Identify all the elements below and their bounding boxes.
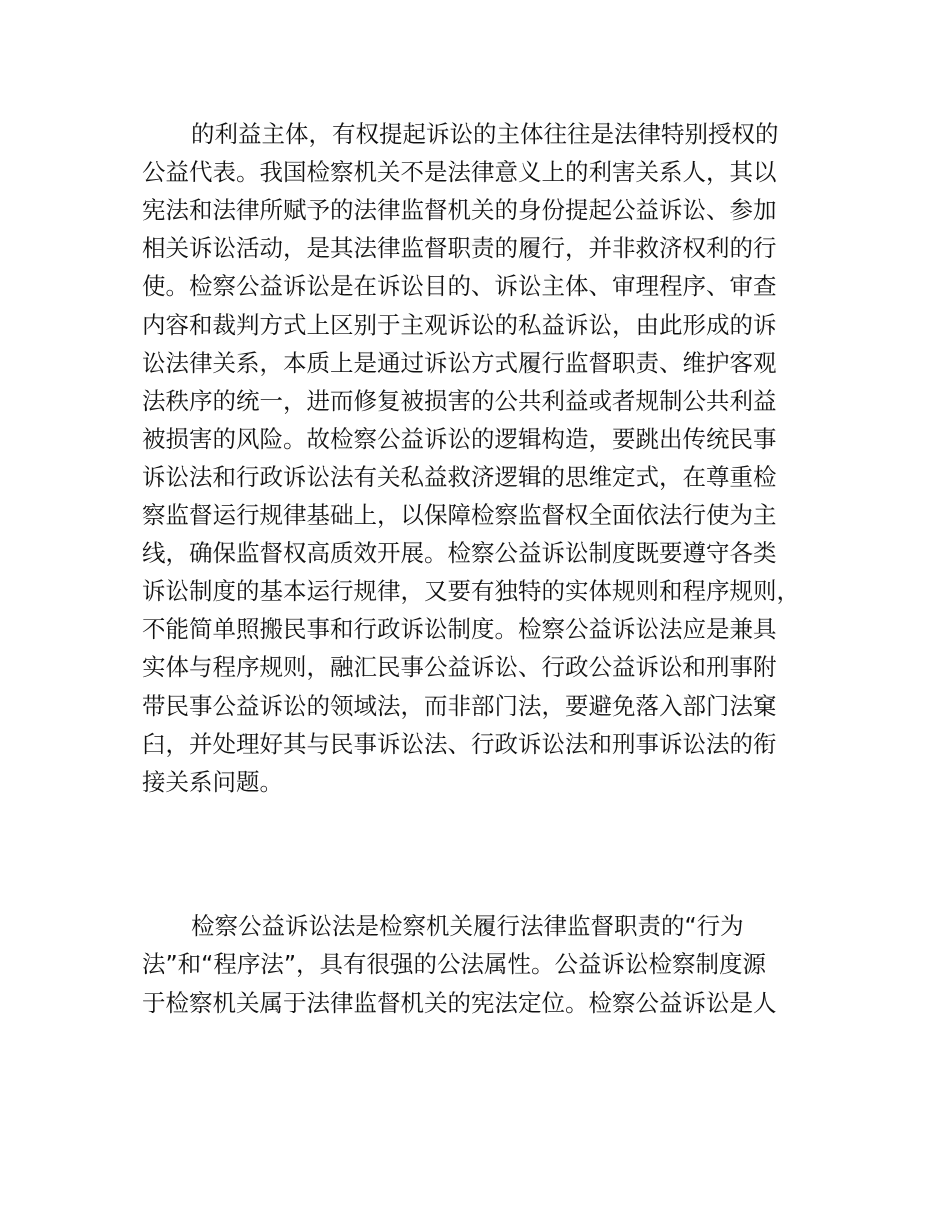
paragraph-line: 相关诉讼活动，是其法律监督职责的履行，并非救济权利的行 (142, 234, 777, 263)
paragraph-line: 诉讼法和行政诉讼法有关私益救济逻辑的思维定式，在尊重检 (142, 462, 777, 491)
paragraph-line: 诉讼制度的基本运行规律，又要有独特的实体规则和程序规则， (142, 577, 800, 606)
paragraph-line: 带民事公益诉讼的领域法，而非部门法，要避免落入部门法窠 (142, 691, 777, 720)
paragraph-line: 法”和“程序法”，具有很强的公法属性。公益诉讼检察制度源 (142, 950, 767, 979)
paragraph-line: 不能简单照搬民事和行政诉讼制度。检察公益诉讼法应是兼具 (142, 615, 777, 644)
paragraph-line: 接关系问题。 (142, 767, 283, 796)
paragraph-line: 使。检察公益诉讼是在诉讼目的、诉讼主体、审理程序、审查 (142, 272, 777, 301)
paragraph-line: 的利益主体，有权提起诉讼的主体往往是法律特别授权的 (191, 120, 779, 148)
paragraph-line: 检察公益诉讼法是检察机关履行法律监督职责的“行为 (191, 912, 744, 940)
paragraph-line: 察监督运行规律基础上，以保障检察监督权全面依法行使为主 (142, 501, 777, 529)
paragraph-line: 线，确保监督权高质效开展。检察公益诉讼制度既要遵守各类 (142, 539, 777, 568)
paragraph-line: 被损害的风险。故检察公益诉讼的逻辑构造，要跳出传统民事 (142, 424, 777, 453)
paragraph-line: 法秩序的统一，进而修复被损害的公共利益或者规制公共利益 (142, 386, 777, 415)
paragraph-line: 内容和裁判方式上区别于主观诉讼的私益诉讼，由此形成的诉 (142, 310, 777, 339)
paragraph-line: 臼，并处理好其与民事诉讼法、行政诉讼法和刑事诉讼法的衔 (142, 729, 777, 758)
paragraph-line: 公益代表。我国检察机关不是法律意义上的利害关系人，其以 (142, 158, 777, 187)
paragraph-line: 于检察机关属于法律监督机关的宪法定位。检察公益诉讼是人 (142, 988, 777, 1017)
paragraph-line: 宪法和法律所赋予的法律监督机关的身份提起公益诉讼、参加 (142, 196, 777, 225)
paragraph-line: 讼法律关系，本质上是通过诉讼方式履行监督职责、维护客观 (142, 348, 777, 377)
paragraph-line: 实体与程序规则，融汇民事公益诉讼、行政公益诉讼和刑事附 (142, 653, 777, 682)
